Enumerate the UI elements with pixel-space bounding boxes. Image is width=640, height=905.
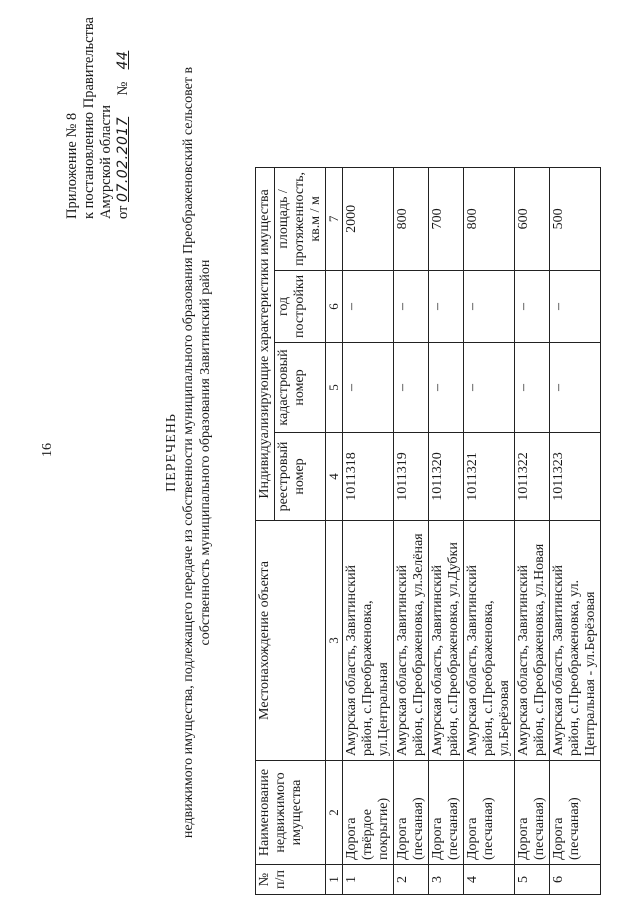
column-numbers-row — [326, 167, 343, 894]
table-row — [464, 167, 515, 894]
table-row — [429, 167, 464, 894]
cell-build-year: – — [515, 270, 550, 342]
document-subtitle-line2: собственность муниципального образования Завитинский район — [198, 259, 213, 646]
cell-registry-number: 1011320 — [429, 433, 464, 521]
cell-no: 5 — [515, 865, 550, 895]
column-number: 7 — [326, 167, 343, 270]
cell-registry-number: 1011322 — [515, 433, 550, 521]
header-characteristics: Индивидуализирующие характеристики имущества — [256, 167, 275, 520]
header-registry-number: реестровый номер — [275, 433, 326, 521]
cell-location: Амурская область, Завитинский район, с.Преображеновка, ул. Центральная - ул.Берёзовая — [550, 521, 601, 761]
cell-cadastral-number: – — [515, 343, 550, 433]
title-block — [163, 0, 214, 905]
appendix-block — [64, 17, 132, 219]
cell-build-year: – — [464, 270, 515, 342]
cell-registry-number: 1011321 — [464, 433, 515, 521]
cell-registry-number: 1011323 — [550, 433, 601, 521]
cell-name: Дорога (твёрдое покрытие) — [343, 761, 394, 865]
cell-location: Амурская область, Завитинский район, с.Преображеновка, ул.Берёзовая — [464, 521, 515, 761]
appendix-title: Приложение № 8 — [64, 112, 80, 219]
header-location: Местонахождение объекта — [256, 521, 326, 761]
cell-name: Дорога (песчаная) — [464, 761, 515, 865]
cell-cadastral-number: – — [464, 343, 515, 433]
appendix-date-line — [115, 17, 132, 219]
cell-area: 500 — [550, 167, 601, 270]
number-value: 44 — [115, 50, 131, 70]
column-number: 2 — [326, 761, 343, 865]
table-row — [515, 167, 550, 894]
cell-location: Амурская область, Завитинский район, с.Преображеновка, ул.Центральная — [343, 521, 394, 761]
cell-name: Дорога (песчаная) — [550, 761, 601, 865]
header-cadastral-number: кадастровый номер — [275, 343, 326, 433]
cell-area: 600 — [515, 167, 550, 270]
cell-name: Дорога (песчаная) — [394, 761, 429, 865]
cell-registry-number: 1011318 — [343, 433, 394, 521]
cell-location: Амурская область, Завитинский район, с.Преображеновка, ул.Новая — [515, 521, 550, 761]
cell-cadastral-number: – — [550, 343, 601, 433]
table-row — [550, 167, 601, 894]
column-number: 3 — [326, 521, 343, 761]
cell-build-year: – — [343, 270, 394, 342]
cell-cadastral-number: – — [343, 343, 394, 433]
cell-no: 2 — [394, 865, 429, 895]
number-prefix: № — [115, 81, 131, 96]
document-heading: ПЕРЕЧЕНЬ — [164, 413, 179, 492]
column-number: 1 — [326, 865, 343, 895]
header-name: Наименование недвижимого имущества — [256, 761, 326, 865]
cell-name: Дорога (песчаная) — [515, 761, 550, 865]
header-area: площадь / протяженность, кв.м / м — [275, 167, 326, 270]
cell-build-year: – — [550, 270, 601, 342]
property-table-wrap — [255, 167, 601, 895]
cell-area: 700 — [429, 167, 464, 270]
cell-area: 800 — [394, 167, 429, 270]
table-row — [394, 167, 429, 894]
page-number: 16 — [40, 443, 55, 457]
cell-cadastral-number: – — [429, 343, 464, 433]
cell-name: Дорога (песчаная) — [429, 761, 464, 865]
property-table — [255, 167, 601, 895]
header-no: № п/п — [256, 865, 326, 895]
table-row — [343, 167, 394, 894]
document-subtitle-line1: недвижимого имущества, подлежащего передаче из собственности муниципального образования Преображеновский сельсовет в — [181, 66, 196, 839]
cell-location: Амурская область, Завитинский район, с.Преображеновка, ул.Дубки — [429, 521, 464, 761]
appendix-region-line: Амурской области — [98, 105, 114, 219]
cell-area: 800 — [464, 167, 515, 270]
cell-registry-number: 1011319 — [394, 433, 429, 521]
column-number: 4 — [326, 433, 343, 521]
cell-build-year: – — [429, 270, 464, 342]
cell-no: 1 — [343, 865, 394, 895]
cell-no: 3 — [429, 865, 464, 895]
date-value: 07.02.2017 — [115, 116, 131, 202]
column-number: 6 — [326, 270, 343, 342]
date-prefix: от — [115, 205, 131, 219]
cell-build-year: – — [394, 270, 429, 342]
appendix-resolution-line: к постановлению Правительства — [81, 17, 97, 219]
cell-location: Амурская область, Завитинский район, с.Преображеновка, ул.Зелёная — [394, 521, 429, 761]
cell-no: 6 — [550, 865, 601, 895]
cell-area: 2000 — [343, 167, 394, 270]
header-build-year: год постройки — [275, 270, 326, 342]
column-number: 5 — [326, 343, 343, 433]
cell-cadastral-number: – — [394, 343, 429, 433]
cell-no: 4 — [464, 865, 515, 895]
